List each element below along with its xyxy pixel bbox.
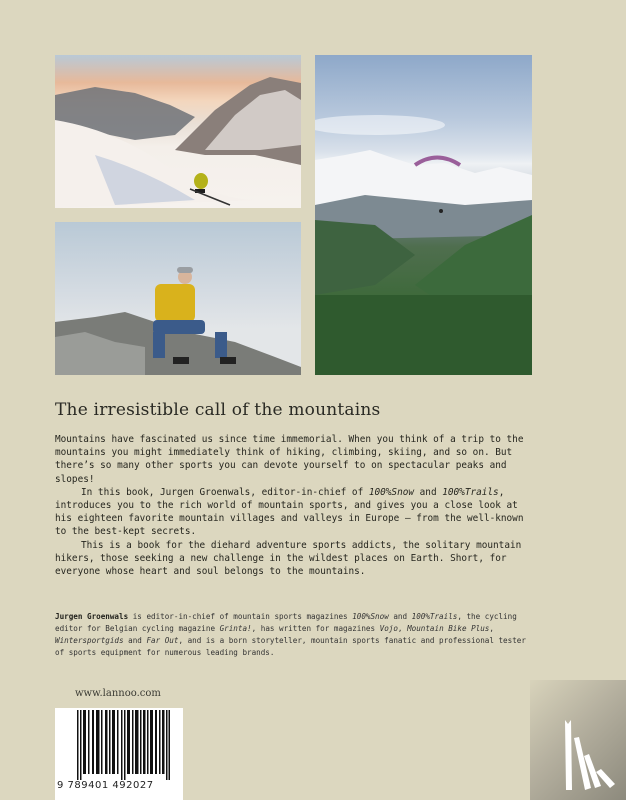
bio-magazine: 100%Trails bbox=[411, 612, 458, 621]
bio-magazine: Vojo bbox=[379, 624, 398, 633]
paragraph-3: This is a book for the diehard adventure sports addicts, the solitary mountain hikers, those seeking a new challenge in the wildest places on Earth. Short, for everyone whose heart and soul belongs to the mountains. bbox=[55, 539, 522, 578]
paragraph-2 bbox=[55, 486, 533, 539]
bio-magazine: 100%Snow bbox=[352, 612, 389, 621]
bio-text: and bbox=[388, 612, 412, 621]
p2-text-a: In this book, Jurgen Groenwals, editor-in-chief of bbox=[81, 486, 369, 498]
magazine-100trails: 100%Trails bbox=[442, 486, 499, 498]
bio-text: , bbox=[397, 624, 408, 633]
bio-text: , and is a born storyteller, mountain sports fanatic and professional tester of sports equipment for numerous leading brands. bbox=[55, 636, 526, 657]
author-name: Jurgen Groenwals bbox=[55, 612, 129, 621]
bio-magazine: Mountain Bike Plus bbox=[407, 624, 490, 633]
isbn-barcode bbox=[55, 708, 183, 800]
p2-text-and: and bbox=[414, 486, 443, 498]
bio-text: and bbox=[123, 636, 147, 645]
skier-photo bbox=[55, 55, 301, 208]
description bbox=[55, 433, 533, 578]
hiker-photo bbox=[55, 222, 301, 375]
paraglider-photo bbox=[315, 55, 532, 375]
paragraph-1: Mountains have fascinated us since time immemorial. When you think of a trip to the mountains you might immediately think of hiking, climbing, skiing, and so on. But there’s so many other sports you can devote yourself to on spectacular peaks and slopes! bbox=[55, 434, 524, 485]
p2-text-b: , introduces you to the rich world of mountain sports, and gives you a close look at his eighteen favorite mountain villages and valleys in Europe – from the well-known to the best-kept secrets. bbox=[55, 486, 524, 538]
bio-text: is editor-in-chief of mountain sports magazines bbox=[128, 612, 353, 621]
isbn-number: 9 789401 492027 bbox=[57, 780, 154, 791]
bio-magazine: Wintersportgids bbox=[55, 636, 124, 645]
bio-text: , bbox=[489, 624, 494, 633]
barcode-bars bbox=[77, 710, 170, 780]
bio-text: , has written for magazines bbox=[251, 624, 380, 633]
author-bio bbox=[55, 611, 533, 659]
section-heading: The irresistible call of the mountains bbox=[55, 400, 381, 420]
bio-text: , the cycling editor for Belgian cycling magazine bbox=[55, 612, 517, 633]
publisher-url[interactable]: www.lannoo.com bbox=[75, 688, 161, 699]
bio-magazine: Grinta! bbox=[219, 624, 252, 633]
magazine-100snow: 100%Snow bbox=[368, 486, 415, 498]
lannoo-logo-icon bbox=[530, 680, 626, 800]
bio-magazine: Far Out bbox=[146, 636, 179, 645]
